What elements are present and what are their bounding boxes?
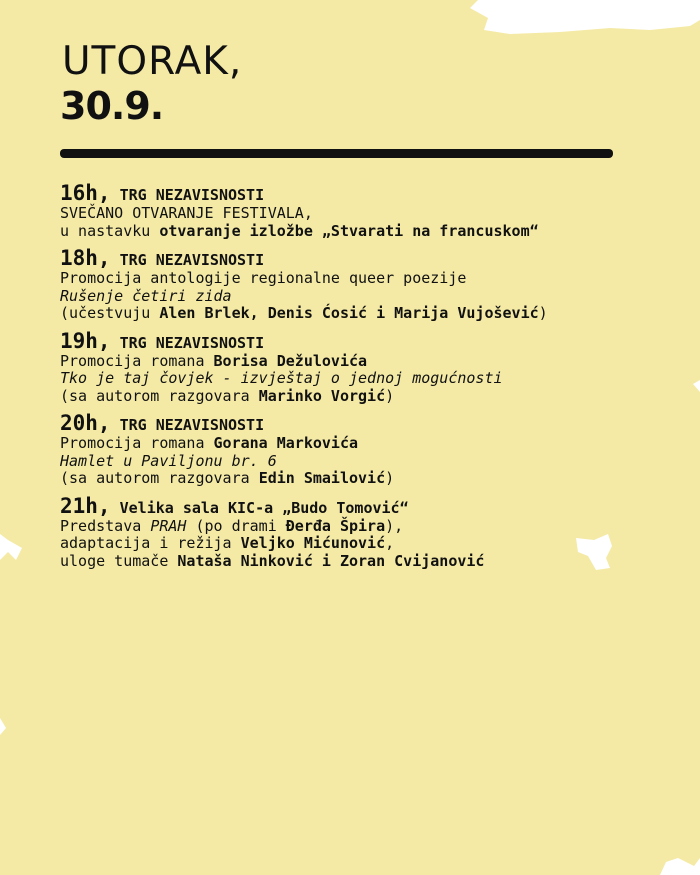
event-text: )	[385, 386, 395, 405]
event-time: 18h,	[60, 246, 111, 270]
day-heading: UTORAK,	[62, 39, 243, 84]
event-text: ,	[385, 534, 395, 552]
book-title: Hamlet u Paviljonu br. 6	[60, 451, 277, 470]
event-time: 19h,	[60, 328, 111, 353]
event-text: (po drami	[186, 516, 286, 535]
event-time: 21h,	[60, 493, 111, 518]
event-place: TRG NEZAVISNOSTI	[119, 251, 265, 269]
cast-names: Nataša Ninković i Zoran Cvijanović	[177, 551, 485, 570]
author-name: Gorana Markovića	[213, 434, 359, 452]
event-description: SVEČANO OTVARANJE FESTIVALA,	[60, 204, 313, 222]
event-text: u nastavku	[60, 221, 160, 240]
book-title: Rušenje četiri zida	[60, 286, 232, 305]
participants: Alen Brlek, Denis Ćosić i Marija Vujošević	[159, 304, 539, 322]
event-21h	[60, 493, 660, 571]
event-text: )	[385, 469, 395, 487]
event-text: (učestvuju	[60, 304, 160, 322]
event-text: uloge tumače	[60, 551, 178, 570]
event-time: 20h,	[60, 411, 111, 435]
event-place: TRG NEZAVISNOSTI	[119, 333, 265, 352]
event-18h	[60, 248, 660, 323]
event-text: (sa autorom razgovara	[60, 386, 259, 405]
event-place: TRG NEZAVISNOSTI	[119, 416, 265, 434]
event-place: Velika sala KIC-a „Budo Tomović“	[119, 498, 409, 517]
event-text: (sa autorom razgovara	[60, 469, 259, 487]
event-16h	[60, 183, 660, 240]
event-text: )	[538, 304, 548, 322]
event-description: Promocija antologije regionalne queer poezije	[60, 269, 467, 287]
moderator-name: Marinko Vorgić	[258, 386, 386, 405]
event-text: ),	[385, 516, 404, 535]
event-20h	[60, 413, 660, 488]
book-title: Tko je taj čovjek - izvještaj o jednoj mogućnosti	[60, 369, 503, 387]
divider	[60, 149, 613, 158]
event-text: Predstava	[60, 516, 151, 535]
director-name: Veljko Mićunović	[240, 534, 386, 552]
event-text: Promocija romana	[60, 351, 214, 370]
play-title: PRAH	[150, 516, 187, 535]
author-name: Borisa Dežulovića	[213, 351, 368, 370]
event-19h	[60, 328, 660, 406]
playwright-name: Đerđa Špira	[285, 516, 386, 535]
event-place: TRG NEZAVISNOSTI	[119, 186, 265, 204]
event-text: Promocija romana	[60, 434, 214, 452]
event-time: 16h,	[60, 181, 111, 205]
date-heading: 30.9.	[60, 84, 164, 128]
moderator-name: Edin Smailović	[258, 469, 386, 487]
event-list	[60, 183, 660, 578]
event-text: adaptacija i režija	[60, 534, 241, 552]
exhibition-title: otvaranje izložbe „Stvarati na francuskom“	[159, 221, 539, 240]
